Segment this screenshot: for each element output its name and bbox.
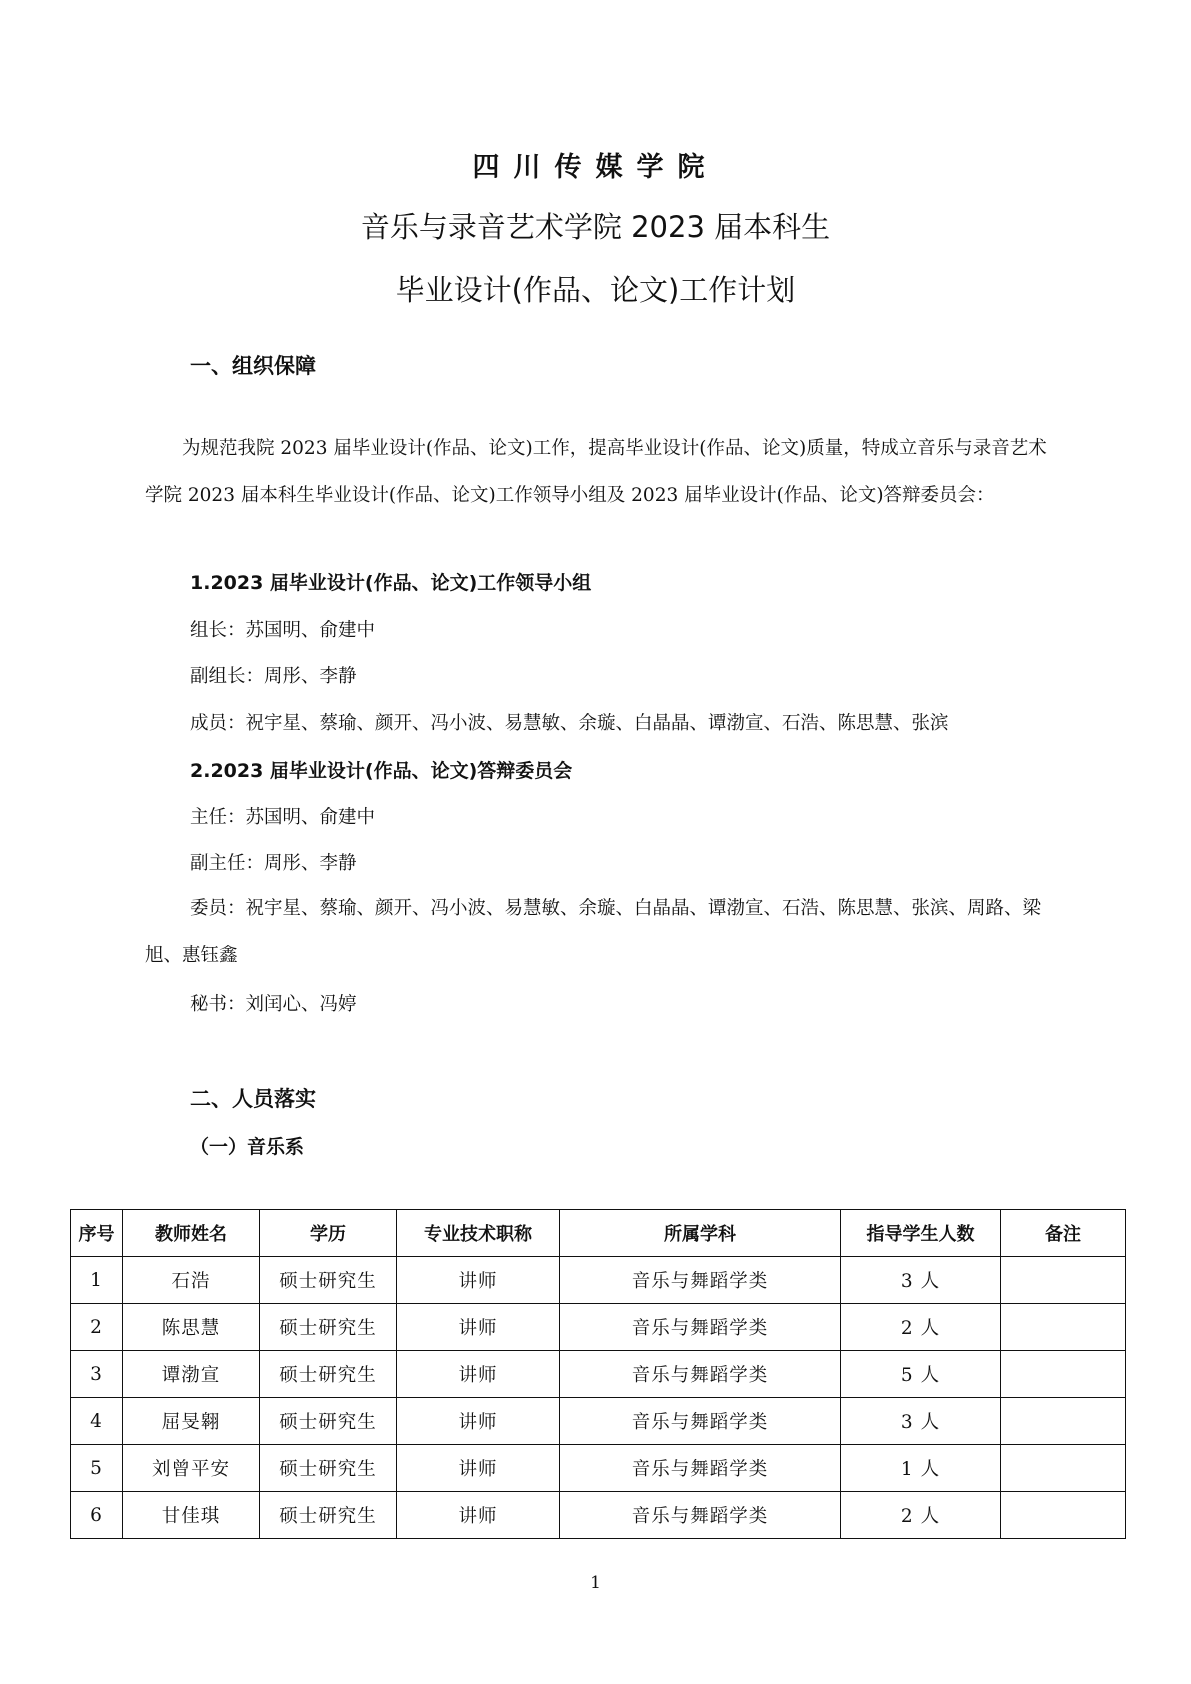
cell-student-count: 5 人 [841,1351,1001,1398]
title-line-1: 音乐与录音艺术学院 2023 届本科生 [360,210,831,244]
cell-remarks [1001,1398,1126,1445]
cell-title: 讲师 [397,1304,560,1351]
cell-remarks [1001,1351,1126,1398]
cell-education: 硕士研究生 [260,1492,397,1539]
section1-intro: 为规范我院 2023 届毕业设计(作品、论文)工作，提高毕业设计(作品、论文)质量，特成立音乐与录音艺术学院 2023 届本科生毕业设计(作品、论文)工作领导小组及 2023 届毕业设计(作品、论文)答辩委员会： [145,438,1047,506]
cell-title: 讲师 [397,1257,560,1304]
cell-discipline: 音乐与舞蹈学类 [560,1257,841,1304]
group1-leader: 组长：苏国明、俞建中 [190,620,376,641]
cell-remarks [1001,1257,1126,1304]
group2-members: 委员：祝宇星、蔡瑜、颜开、冯小波、易慧敏、余璇、白晶晶、谭渤宣、石浩、陈思慧、张滨、周路、梁旭、惠钰鑫 [145,898,1042,966]
cell-remarks [1001,1304,1126,1351]
table-header-row [71,1210,1126,1257]
cell-discipline: 音乐与舞蹈学类 [560,1351,841,1398]
section1-heading: 一、组织保障 [190,354,316,378]
page-number: 1 [590,1573,601,1593]
header-teacher-name: 教师姓名 [123,1210,260,1257]
cell-index: 1 [71,1257,123,1304]
header-discipline: 所属学科 [560,1210,841,1257]
cell-teacher-name: 甘佳琪 [123,1492,260,1539]
table-row [71,1398,1126,1445]
header-title: 专业技术职称 [397,1210,560,1257]
cell-student-count: 2 人 [841,1492,1001,1539]
cell-student-count: 2 人 [841,1304,1001,1351]
table-row [71,1492,1126,1539]
group2-secretary: 秘书：刘闰心、冯婷 [190,994,357,1015]
cell-student-count: 3 人 [841,1398,1001,1445]
group2-heading: 2.2023 届毕业设计(作品、论文)答辩委员会 [190,760,573,782]
cell-remarks [1001,1492,1126,1539]
cell-title: 讲师 [397,1445,560,1492]
cell-student-count: 3 人 [841,1257,1001,1304]
cell-index: 3 [71,1351,123,1398]
group2-deputy: 副主任：周彤、李静 [190,853,357,874]
school-name: 四川传媒学院 [472,152,719,183]
table-row [71,1304,1126,1351]
table-row [71,1257,1126,1304]
group2-director: 主任：苏国明、俞建中 [190,807,376,828]
cell-education: 硕士研究生 [260,1398,397,1445]
table-row [71,1351,1126,1398]
cell-remarks [1001,1445,1126,1492]
cell-title: 讲师 [397,1398,560,1445]
cell-title: 讲师 [397,1351,560,1398]
cell-title: 讲师 [397,1492,560,1539]
cell-education: 硕士研究生 [260,1351,397,1398]
group1-heading: 1.2023 届毕业设计(作品、论文)工作领导小组 [190,572,592,594]
cell-education: 硕士研究生 [260,1445,397,1492]
cell-education: 硕士研究生 [260,1304,397,1351]
cell-discipline: 音乐与舞蹈学类 [560,1398,841,1445]
group1-deputy: 副组长：周彤、李静 [190,666,357,687]
cell-teacher-name: 谭渤宣 [123,1351,260,1398]
advisor-table [70,1209,1126,1539]
cell-discipline: 音乐与舞蹈学类 [560,1492,841,1539]
cell-teacher-name: 石浩 [123,1257,260,1304]
header-education: 学历 [260,1210,397,1257]
table-row [71,1445,1126,1492]
group1-members: 成员：祝宇星、蔡瑜、颜开、冯小波、易慧敏、余璇、白晶晶、谭渤宣、石浩、陈思慧、张滨 [190,713,949,734]
cell-index: 4 [71,1398,123,1445]
header-index: 序号 [71,1210,123,1257]
cell-discipline: 音乐与舞蹈学类 [560,1445,841,1492]
cell-teacher-name: 刘曾平安 [123,1445,260,1492]
cell-index: 6 [71,1492,123,1539]
cell-discipline: 音乐与舞蹈学类 [560,1304,841,1351]
cell-teacher-name: 屈旻翱 [123,1398,260,1445]
cell-teacher-name: 陈思慧 [123,1304,260,1351]
cell-index: 2 [71,1304,123,1351]
header-student-count: 指导学生人数 [841,1210,1001,1257]
cell-index: 5 [71,1445,123,1492]
title-line-2: 毕业设计(作品、论文)工作计划 [395,273,796,307]
header-remarks: 备注 [1001,1210,1126,1257]
cell-education: 硕士研究生 [260,1257,397,1304]
section2-heading: 二、人员落实 [190,1087,316,1111]
section2-subheading: （一）音乐系 [190,1136,305,1158]
cell-student-count: 1 人 [841,1445,1001,1492]
